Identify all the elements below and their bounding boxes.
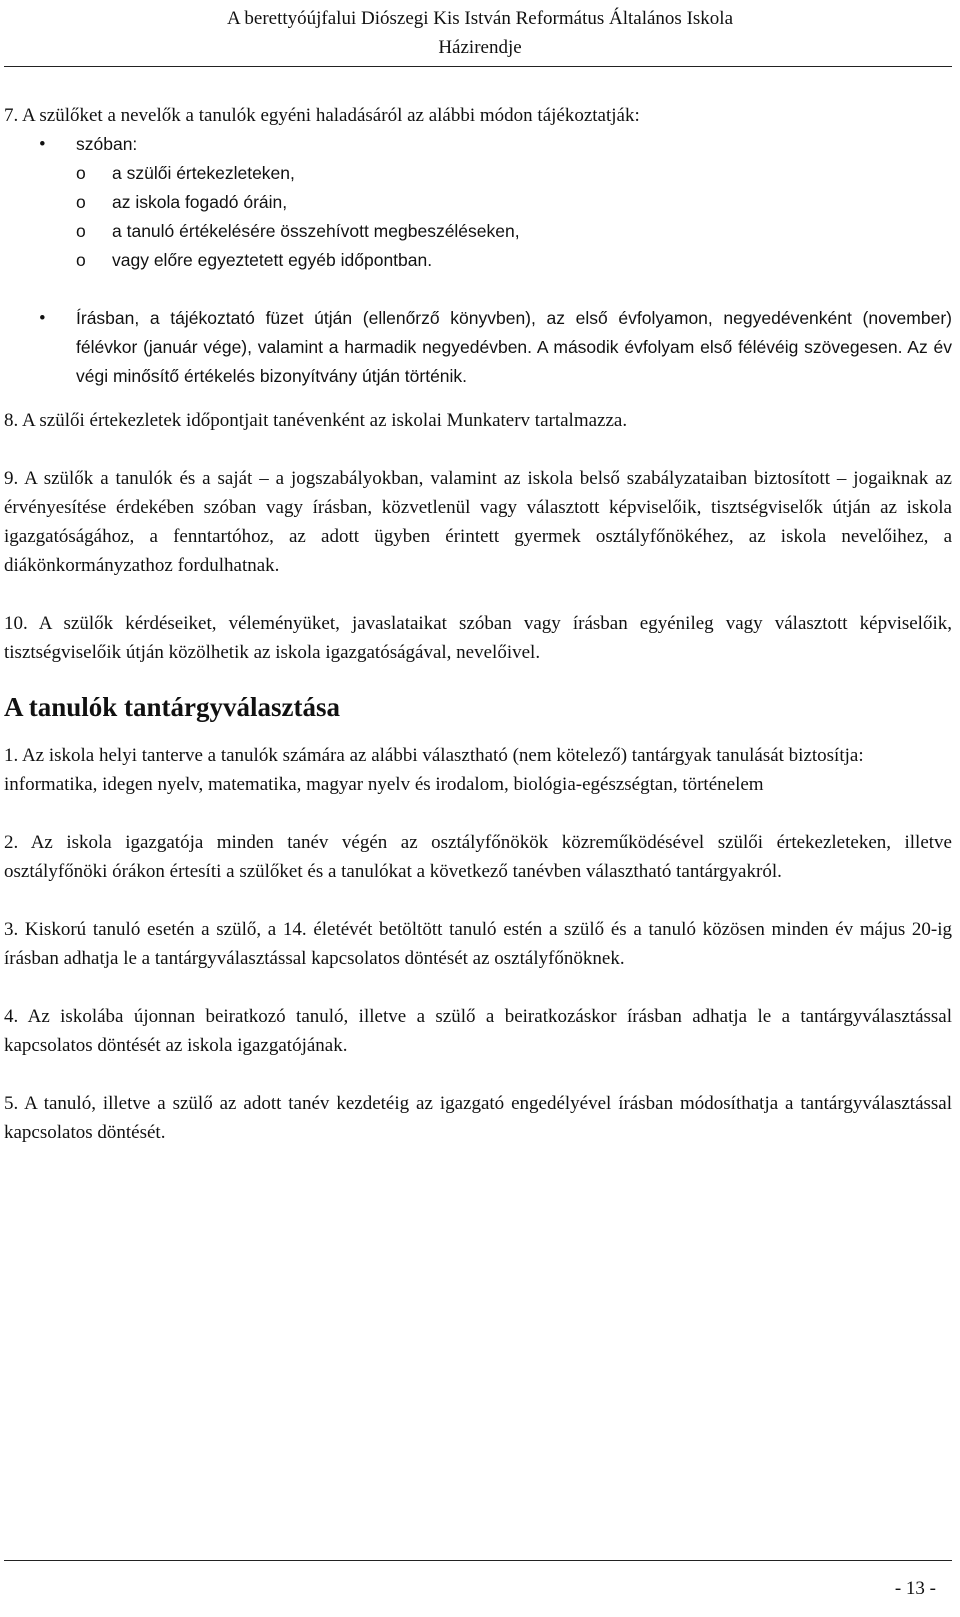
written-text: Írásban, a tájékoztató füzet útján (ellenőrző könyvben), az első évfolyamon, negyedévenként (november) félévkor (január vége), valamint a harmadik negyedévben. A második évfolyam első félévéig szövegesen. Az év végi minősítő értékelés bizonyítvány útján történik. bbox=[76, 308, 952, 386]
subjects-item-3: 3. Kiskorú tanuló esetén a szülő, a 14. életévét betöltött tanuló estén a szülő és a tanuló közösen minden év május 20-ig írásban adhatja le a tantárgyválasztással kapcsolatos döntését az osztályfőnöknek. bbox=[4, 919, 952, 969]
oral-subitem-text: a szülői értekezleteken, bbox=[112, 163, 295, 183]
header-document-title: Házirendje bbox=[438, 37, 522, 58]
item-8: 8. A szülői értekezletek időpontjait tanévenként az iskolai Munkaterv tartalmazza. bbox=[4, 410, 628, 431]
page-header bbox=[6, 0, 954, 62]
subjects-item-5: 5. A tanuló, illetve a szülő az adott tanév kezdetéig az igazgató engedélyével írásban módosíthatja a tantárgyválasztással kapcsolatos döntését. bbox=[4, 1093, 952, 1143]
document-page bbox=[6, 0, 954, 62]
subjects-item-1-list: informatika, idegen nyelv, matematika, magyar nyelv és irodalom, biológia-egészségtan, történelem bbox=[4, 774, 764, 795]
sub-bullet-icon: o bbox=[76, 250, 86, 270]
footer-divider bbox=[4, 1560, 952, 1561]
oral-bullet bbox=[4, 130, 952, 159]
header-divider bbox=[4, 66, 952, 67]
header-school-name: A berettyóújfalui Diószegi Kis István Református Általános Iskola bbox=[226, 8, 734, 29]
item-9: 9. A szülők a tanulók és a saját – a jogszabályokban, valamint az iskola belső szabályzataiban biztosított – jogaiknak az érvényesítése érdekében szóban vagy írásban, közvetlenül vagy választott képviselőik, tisztségviselők útján az iskola igazgatóságához, a fenntartóhoz, az adott ügyben érintett gyermek osztályfőnökéhez, az iskola nevelőihez, a diákönkormányzathoz fordulhatnak. bbox=[4, 468, 952, 576]
sub-bullet-icon: o bbox=[76, 221, 86, 241]
oral-subitem bbox=[4, 159, 952, 188]
page-number: - 13 - bbox=[894, 1578, 936, 1599]
sub-bullet-icon: o bbox=[76, 163, 86, 183]
document-body bbox=[4, 101, 952, 1147]
oral-subitem-text: az iskola fogadó óráin, bbox=[112, 192, 288, 212]
oral-subitem bbox=[4, 217, 952, 246]
item-7-intro: 7. A szülőket a nevelők a tanulók egyéni haladásáról az alábbi módon tájékoztatják: bbox=[4, 105, 640, 126]
oral-label: szóban: bbox=[76, 134, 138, 154]
oral-subitem-text: a tanuló értékelésére összehívott megbeszéléseken, bbox=[112, 221, 520, 241]
oral-subitem bbox=[4, 188, 952, 217]
sub-bullet-icon: o bbox=[76, 192, 86, 212]
oral-subitem-text: vagy előre egyeztetett egyéb időpontban. bbox=[112, 250, 433, 270]
subjects-item-1-intro: 1. Az iskola helyi tanterve a tanulók számára az alábbi választható (nem kötelező) tantárgyak tanulását biztosítja: bbox=[4, 745, 864, 766]
written-bullet bbox=[4, 304, 952, 391]
subjects-item-4: 4. Az iskolába újonnan beiratkozó tanuló, illetve a szülő a beiratkozáskor írásban adhatja le a tantárgyválasztással kapcsolatos döntését az iskola igazgatójának. bbox=[4, 1006, 952, 1056]
oral-subitem bbox=[4, 246, 952, 275]
bullet-icon: • bbox=[39, 134, 46, 155]
bullet-icon: • bbox=[39, 308, 46, 329]
section-title: A tanulók tantárgyválasztása bbox=[4, 692, 341, 722]
item-10: 10. A szülők kérdéseiket, véleményüket, javaslataikat szóban vagy írásban egyénileg vagy választott képviselőik, tisztségviselőik útján közölhetik az iskola igazgatóságával, nevelőivel. bbox=[4, 613, 952, 663]
subjects-item-2: 2. Az iskola igazgatója minden tanév végén az osztályfőnökök közreműködésével szülői értekezleteken, illetve osztályfőnöki órákon értesíti a szülőket és a tanulókat a következő tanévben választható tantárgyakról. bbox=[4, 832, 952, 882]
